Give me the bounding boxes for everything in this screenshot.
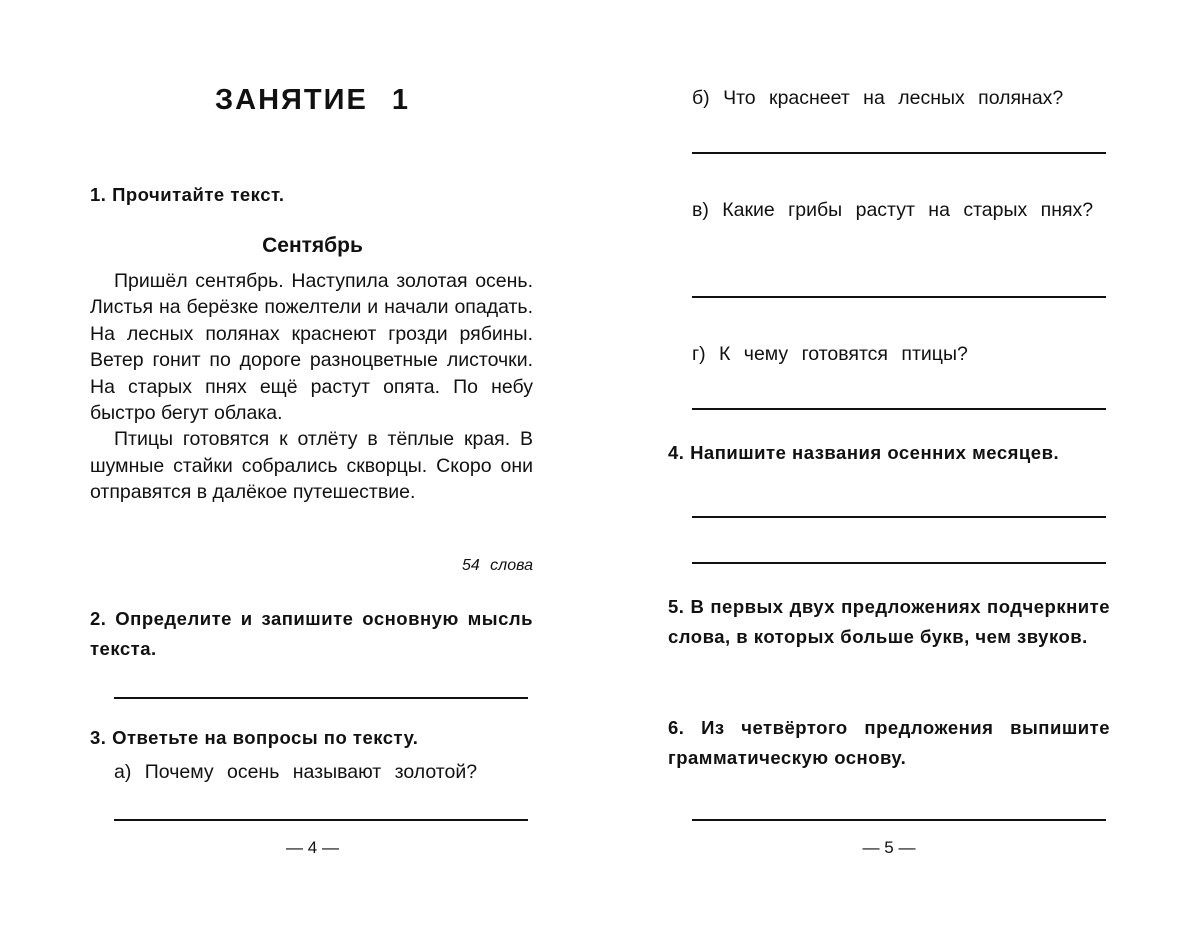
page-number-right: — 5 — bbox=[862, 838, 916, 857]
lesson-title: ЗАНЯТИЕ 1 bbox=[215, 84, 410, 116]
answer-line-question-v[interactable] bbox=[692, 296, 1106, 298]
answer-line-task-2[interactable] bbox=[114, 697, 528, 699]
question-v: в) Какие грибы растут на старых пнях? bbox=[692, 199, 1094, 221]
question-a: а) Почему осень называют золотой? bbox=[114, 761, 478, 783]
question-g: г) К чему готовятся птицы? bbox=[692, 343, 968, 365]
story-paragraph-1: Пришёл сентябрь. Наступила золотая осень. Листья на берёзке пожелтели и начали опадать. На лесных полянах краснеют грозди рябины. Ветер гонит по дороге разноцветные листочки. На старых пнях ещё растут опята. По небу быстро бегут облака. bbox=[90, 270, 533, 425]
task-4: 4. Напишите названия осенних месяцев. bbox=[668, 442, 1060, 463]
answer-line-task-4-1[interactable] bbox=[692, 516, 1106, 518]
task-2: 2. Определите и запишите основную мысль текста. bbox=[90, 608, 533, 659]
story-title: Сентябрь bbox=[262, 234, 363, 257]
left-page bbox=[90, 0, 535, 945]
story-text bbox=[90, 268, 533, 506]
answer-line-task-6[interactable] bbox=[692, 819, 1106, 821]
answer-line-question-g[interactable] bbox=[692, 408, 1106, 410]
answer-line-question-a[interactable] bbox=[114, 819, 528, 821]
task-5: 5. В первых двух предложениях подчеркните слова, в которых больше букв, чем звуков. bbox=[668, 596, 1110, 647]
task-6: 6. Из четвёртого предложения выпишите грамматическую основу. bbox=[668, 717, 1110, 768]
question-b: б) Что краснеет на лесных полянах? bbox=[692, 87, 1064, 109]
word-count: 54 слова bbox=[461, 557, 533, 574]
answer-line-task-4-2[interactable] bbox=[692, 562, 1106, 564]
page-number-left: — 4 — bbox=[286, 838, 339, 857]
answer-line-question-b[interactable] bbox=[692, 152, 1106, 154]
right-page bbox=[668, 0, 1110, 945]
task-1: 1. Прочитайте текст. bbox=[90, 184, 285, 205]
task-3: 3. Ответьте на вопросы по тексту. bbox=[90, 727, 419, 748]
story-paragraph-2: Птицы готовятся к отлёту в тёплые края. В шумные стайки собрались скворцы. Скоро они отправятся в далёкое путешествие. bbox=[90, 428, 533, 504]
